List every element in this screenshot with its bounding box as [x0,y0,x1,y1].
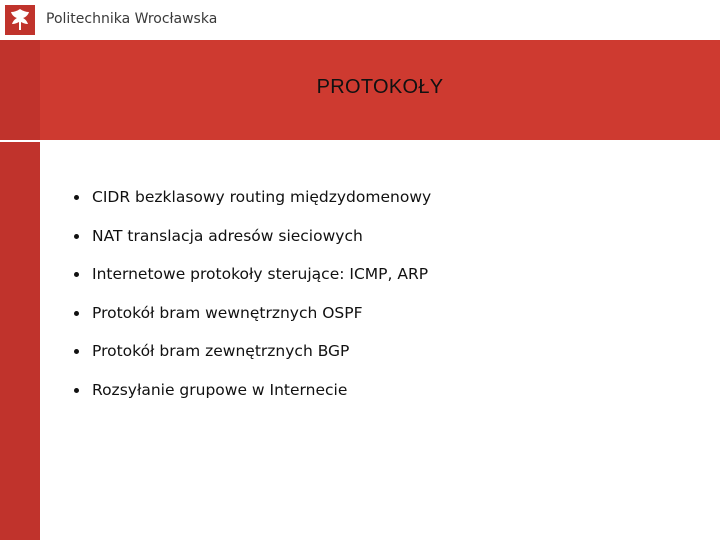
bullet-dot [74,272,79,277]
eagle-crest-icon [5,5,35,35]
bullet-dot [74,311,79,316]
slide-title: PROTOKOŁY [316,76,444,98]
bullet-item [72,265,431,304]
bullet-dot [74,195,79,200]
bullet-text: Internetowe protokoły sterujące: ICMP, ARP [92,265,429,283]
left-accent-strip-top [0,40,40,140]
bullet-dot [74,349,79,354]
bullet-text: CIDR bezklasowy routing międzydomenowy [92,188,432,206]
bullet-dot [74,388,79,393]
bullet-text: Protokół bram zewnętrznych BGP [92,342,350,360]
bullet-item [72,381,431,420]
university-name: Politechnika Wrocławska [46,11,218,27]
bullet-dot [74,234,79,239]
bullet-text: NAT translacja adresów sieciowych [92,226,363,245]
bullet-item [72,227,431,266]
header-bar [0,0,720,41]
bullet-item [72,342,431,381]
bullet-list [72,188,431,419]
bullet-text: Protokół bram wewnętrznych OSPF [92,303,363,322]
bullet-item [72,304,431,343]
bullet-item [72,188,431,227]
left-accent-strip-bottom [0,142,40,540]
bullet-text: Rozsyłanie grupowe w Internecie [92,380,348,399]
